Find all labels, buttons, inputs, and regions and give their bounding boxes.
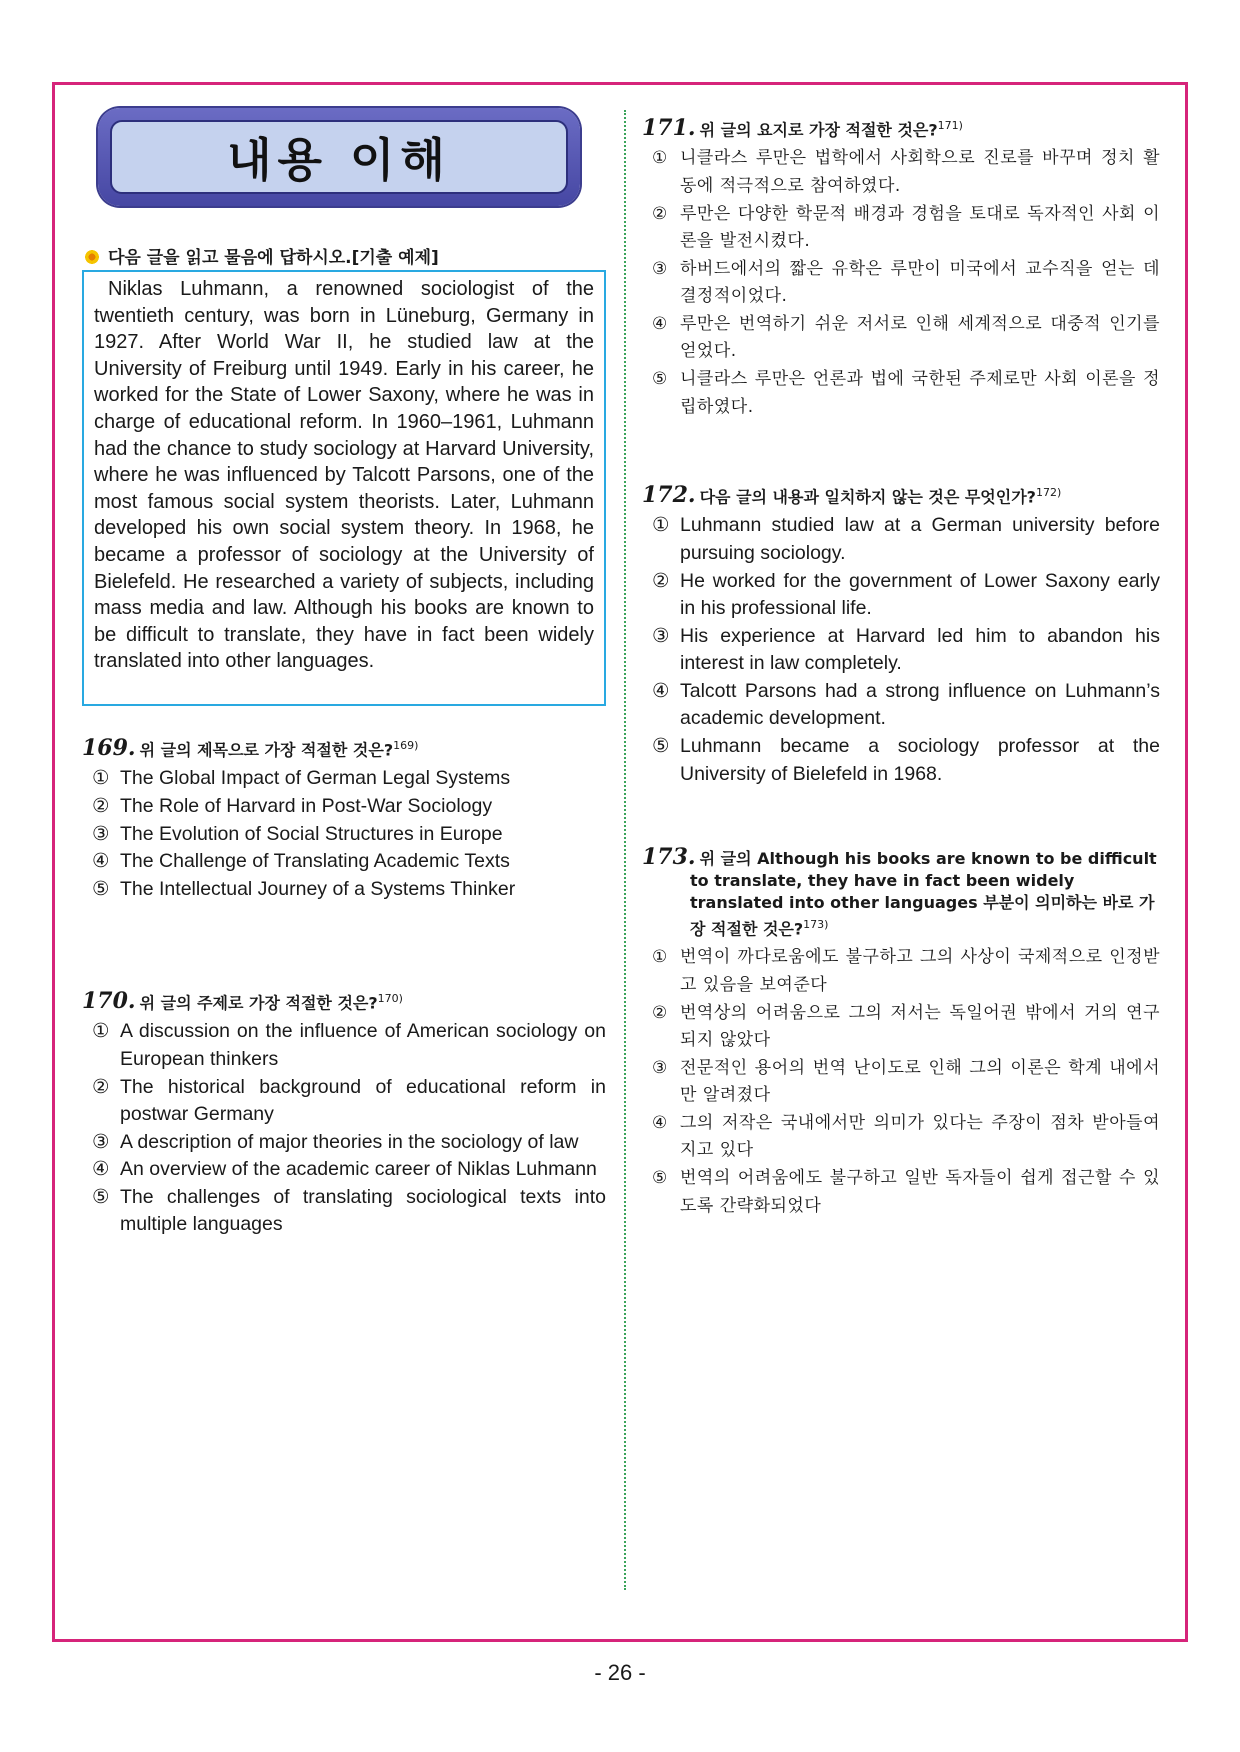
question-ref: 173) bbox=[803, 918, 829, 931]
question-169 bbox=[82, 735, 606, 903]
option-marker: ② bbox=[652, 569, 670, 592]
question-number: 170. bbox=[82, 988, 136, 1015]
option-marker: ④ bbox=[92, 1158, 110, 1181]
option-marker: ① bbox=[652, 947, 668, 968]
question-170 bbox=[82, 988, 606, 1239]
option-marker: ④ bbox=[652, 1112, 668, 1133]
option-marker: ④ bbox=[652, 679, 670, 702]
question-number: 171. bbox=[642, 115, 696, 142]
option-text: The Evolution of Social Structures in Europe bbox=[120, 822, 503, 845]
option-5[interactable] bbox=[642, 366, 1160, 421]
question-173 bbox=[642, 846, 1160, 1220]
option-list bbox=[642, 145, 1160, 421]
option-text: He worked for the government of Lower Saxony early in his professional life. bbox=[680, 569, 1160, 620]
option-1[interactable] bbox=[82, 1018, 606, 1073]
option-marker: ③ bbox=[652, 258, 668, 279]
column-divider bbox=[624, 110, 626, 1590]
option-3[interactable] bbox=[82, 821, 606, 849]
section-title-banner bbox=[98, 108, 580, 206]
option-list bbox=[82, 1018, 606, 1239]
option-text: The historical background of educational reform in postwar Germany bbox=[120, 1075, 606, 1126]
option-4[interactable] bbox=[642, 678, 1160, 733]
option-text: 루만은 번역하기 쉬운 저서로 인해 세계적으로 대중적 인기를 얻었다. bbox=[680, 313, 1160, 362]
option-marker: ② bbox=[92, 1075, 110, 1098]
option-text: 전문적인 용어의 번역 난이도로 인해 그의 이론은 학계 내에서만 알려졌다 bbox=[680, 1057, 1160, 1106]
option-text: The Intellectual Journey of a Systems Thinker bbox=[120, 877, 516, 900]
question-ref: 171) bbox=[937, 119, 963, 132]
instruction bbox=[84, 243, 439, 268]
option-marker: ⑤ bbox=[652, 1168, 668, 1189]
question-172 bbox=[642, 482, 1160, 788]
option-3[interactable] bbox=[82, 1129, 606, 1157]
option-marker: ④ bbox=[652, 313, 668, 334]
option-text: 니클라스 루만은 법학에서 사회학으로 진로를 바꾸며 정치 활동에 적극적으로 참여하였다. bbox=[680, 148, 1160, 196]
question-header bbox=[82, 988, 606, 1014]
question-number: 173. bbox=[642, 844, 696, 870]
option-text: 번역상의 어려움으로 그의 저서는 독일어권 밖에서 거의 연구되지 않았다 bbox=[680, 1002, 1160, 1051]
option-list bbox=[642, 512, 1160, 788]
question-ref: 169) bbox=[393, 739, 419, 752]
option-text: An overview of the academic career of Niklas Luhmann bbox=[120, 1158, 597, 1181]
question-header bbox=[82, 735, 606, 761]
option-text: A discussion on the influence of American sociology on European thinkers bbox=[120, 1020, 606, 1070]
option-text: 그의 저작은 국내에서만 의미가 있다는 주장이 점차 받아들여지고 있다 bbox=[680, 1112, 1160, 1161]
question-prompt: 위 글의 Although his books are known to be difficult to translate, they have in fact been widely translated into other languages 부분이 의미하는 바로 가장 적절한 것은? bbox=[690, 849, 1157, 939]
question-number: 172. bbox=[642, 482, 696, 509]
section-title: 내용 이해 bbox=[227, 133, 451, 187]
option-marker: ② bbox=[652, 1002, 668, 1023]
option-marker: ⑤ bbox=[652, 369, 668, 390]
question-prompt: 다음 글의 내용과 일치하지 않는 것은 무엇인가? bbox=[699, 487, 1036, 507]
option-marker: ① bbox=[92, 1020, 110, 1043]
option-list bbox=[642, 944, 1160, 1220]
section-title-inner bbox=[110, 120, 568, 194]
option-4[interactable] bbox=[642, 1110, 1160, 1165]
option-marker: ② bbox=[652, 203, 668, 224]
option-marker: ③ bbox=[652, 624, 670, 647]
option-text: The challenges of translating sociological texts into multiple languages bbox=[120, 1185, 606, 1236]
option-text: Luhmann became a sociology professor at the University of Bielefeld in 1968. bbox=[680, 735, 1160, 785]
page-number: - 26 - bbox=[594, 1660, 646, 1685]
option-3[interactable] bbox=[642, 623, 1160, 678]
option-5[interactable] bbox=[642, 1165, 1160, 1220]
question-header bbox=[642, 482, 1160, 508]
option-2[interactable] bbox=[642, 1000, 1160, 1055]
option-4[interactable] bbox=[642, 311, 1160, 366]
option-text: 하버드에서의 짧은 유학은 루만이 미국에서 교수직을 얻는 데 결정적이었다. bbox=[680, 258, 1160, 307]
option-2[interactable] bbox=[642, 201, 1160, 256]
option-marker: ⑤ bbox=[92, 877, 110, 900]
question-171 bbox=[642, 115, 1160, 421]
option-text: The Challenge of Translating Academic Texts bbox=[120, 850, 510, 873]
option-text: His experience at Harvard led him to abandon his interest in law completely. bbox=[680, 624, 1160, 675]
instruction-text: 다음 글을 읽고 물음에 답하시오.[기출 예제] bbox=[108, 248, 439, 268]
option-4[interactable] bbox=[82, 848, 606, 876]
option-list bbox=[82, 765, 606, 903]
option-2[interactable] bbox=[642, 568, 1160, 623]
option-marker: ⑤ bbox=[652, 735, 670, 758]
option-text: Luhmann studied law at a German university before pursuing sociology. bbox=[680, 514, 1160, 564]
option-text: A description of major theories in the sociology of law bbox=[120, 1130, 579, 1153]
option-text: 니클라스 루만은 언론과 법에 국한된 주제로만 사회 이론을 정립하였다. bbox=[680, 369, 1160, 417]
question-prompt: 위 글의 주제로 가장 적절한 것은? bbox=[139, 993, 378, 1013]
option-marker: ⑤ bbox=[92, 1185, 110, 1208]
flower-icon bbox=[84, 249, 100, 265]
option-text: 루만은 다양한 학문적 배경과 경험을 토대로 독자적인 사회 이론을 발전시켰다. bbox=[680, 203, 1160, 252]
option-1[interactable] bbox=[82, 765, 606, 793]
option-marker: ① bbox=[652, 148, 668, 169]
option-text: 번역이 까다로움에도 불구하고 그의 사상이 국제적으로 인정받고 있음을 보여준다 bbox=[680, 947, 1160, 995]
option-5[interactable] bbox=[82, 876, 606, 904]
question-header bbox=[642, 846, 1160, 940]
option-1[interactable] bbox=[642, 944, 1160, 999]
option-marker: ① bbox=[652, 514, 670, 537]
option-3[interactable] bbox=[642, 1055, 1160, 1110]
question-header bbox=[642, 115, 1160, 141]
option-marker: ③ bbox=[652, 1057, 668, 1078]
question-ref: 170) bbox=[377, 992, 403, 1005]
option-marker: ③ bbox=[92, 822, 110, 845]
option-marker: ③ bbox=[92, 1130, 110, 1153]
question-prompt: 위 글의 요지로 가장 적절한 것은? bbox=[699, 120, 938, 140]
option-1[interactable] bbox=[642, 145, 1160, 200]
question-prompt: 위 글의 제목으로 가장 적절한 것은? bbox=[139, 740, 394, 760]
passage-box: Niklas Luhmann, a renowned sociologist of the twentieth century, was born in Lüneburg, Germany in 1927. After World War II, he studied law at the University of Freiburg until 1949. Early in his career, he worked for the State of Lower Saxony, where he was in charge of educational reform. In 1960–1961, Luhmann had the chance to study sociology at Harvard University, where he was influenced by Talcott Parsons, one of the most famous social system theorists. Later, Luhmann developed his own social system theory. In 1968, he became a professor of sociology at the University of Bielefeld. He researched a variety of subjects, including mass media and law. Although his books are known to be difficult to translate, they have in fact been widely translated into other languages. bbox=[82, 270, 606, 706]
option-4[interactable] bbox=[82, 1156, 606, 1184]
option-marker: ④ bbox=[92, 850, 110, 873]
option-marker: ① bbox=[92, 767, 110, 790]
option-marker: ② bbox=[92, 794, 110, 817]
option-text: The Global Impact of German Legal Systems bbox=[120, 767, 511, 790]
option-2[interactable] bbox=[82, 793, 606, 821]
option-text: The Role of Harvard in Post-War Sociology bbox=[120, 794, 493, 817]
option-text: Talcott Parsons had a strong influence on Luhmann’s academic development. bbox=[680, 679, 1160, 730]
option-1[interactable] bbox=[642, 512, 1160, 567]
option-2[interactable] bbox=[82, 1074, 606, 1129]
option-5[interactable] bbox=[82, 1184, 606, 1239]
option-text: 번역의 어려움에도 불구하고 일반 독자들이 쉽게 접근할 수 있도록 간략화되었다 bbox=[680, 1168, 1160, 1216]
option-3[interactable] bbox=[642, 256, 1160, 311]
option-5[interactable] bbox=[642, 733, 1160, 788]
question-ref: 172) bbox=[1035, 486, 1062, 499]
question-number: 169. bbox=[82, 735, 136, 762]
